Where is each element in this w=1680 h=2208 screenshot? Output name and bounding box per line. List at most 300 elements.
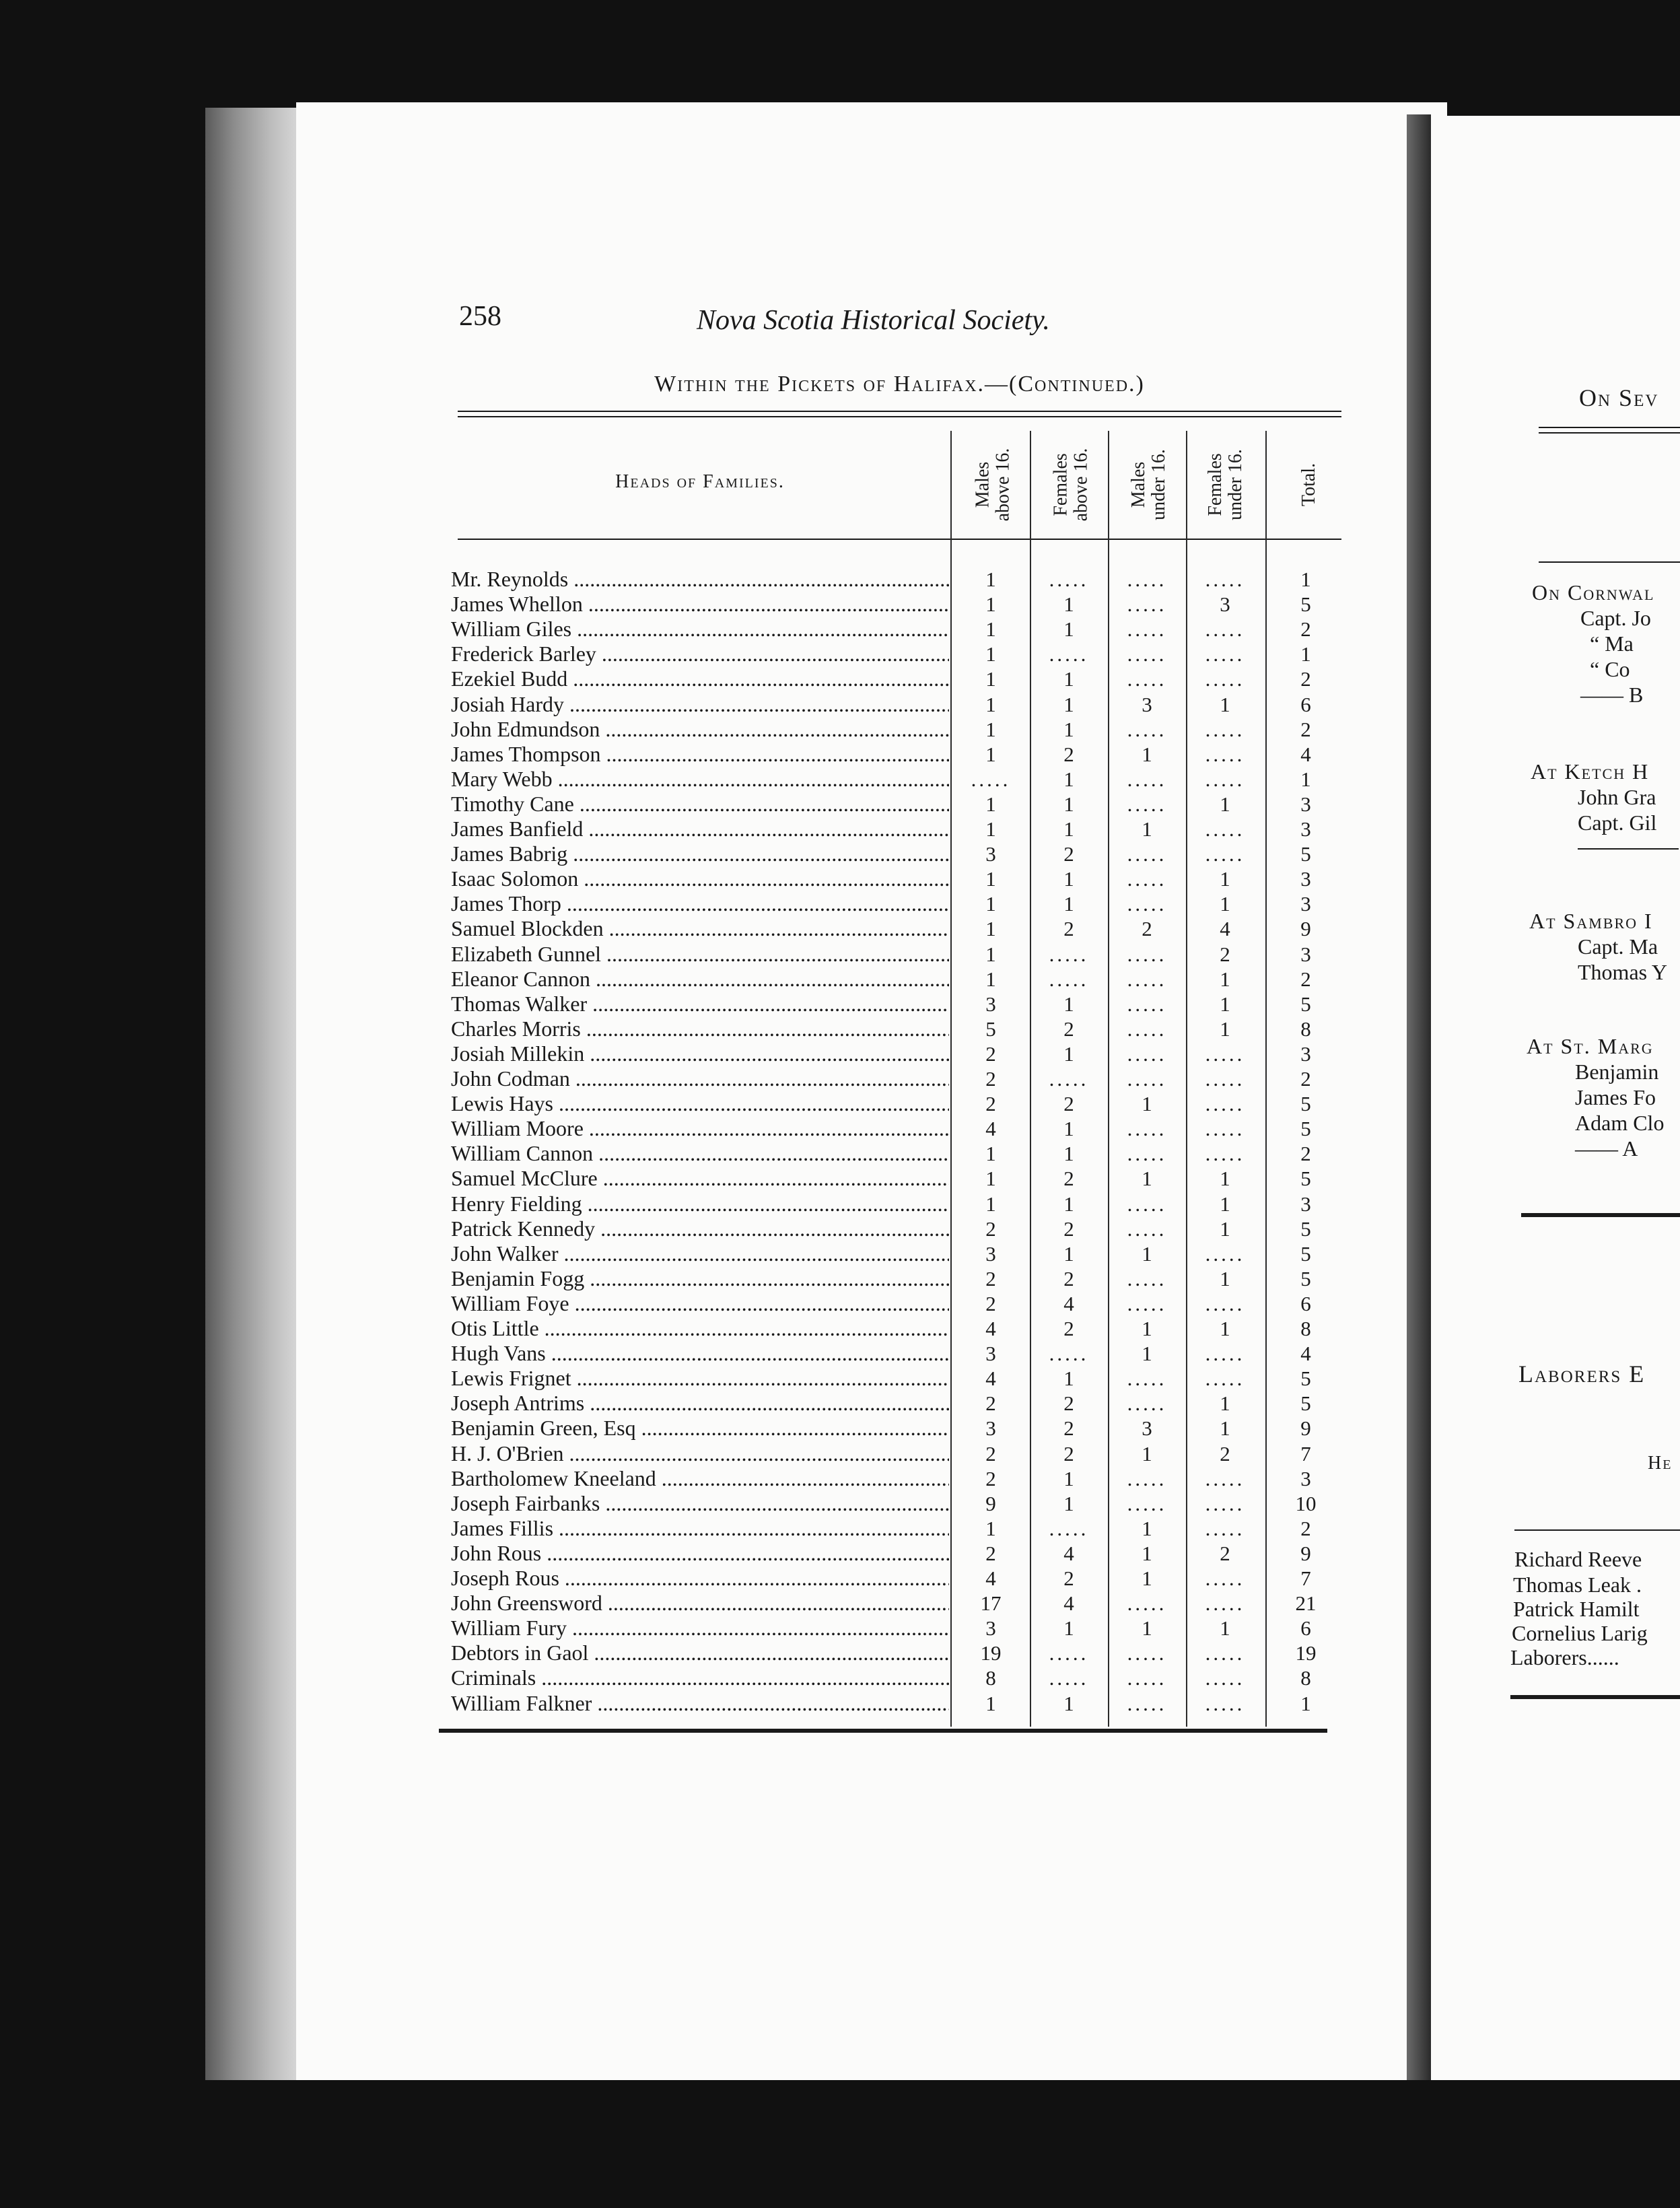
cell-fa: 1 <box>1063 892 1074 916</box>
cell-mu: 1 <box>1142 1242 1152 1266</box>
family-head-name: Samuel McClure ..... <box>451 1166 949 1191</box>
cell-ma: 2 <box>985 1217 996 1241</box>
cell-fu: 1 <box>1220 967 1230 991</box>
cell-fu: ..... <box>1205 1467 1245 1490</box>
cell-fa: ..... <box>1049 567 1089 591</box>
right-rule <box>1539 427 1680 428</box>
cell-fu: 2 <box>1220 1442 1230 1465</box>
cell-total: 8 <box>1300 1666 1311 1690</box>
cell-fu: 1 <box>1220 992 1230 1016</box>
cell-mu: ..... <box>1127 1641 1167 1665</box>
title-rule-bottom <box>458 416 1341 417</box>
family-head-name: William Foye ..... <box>451 1291 949 1316</box>
cell-fu: 1 <box>1220 1416 1230 1440</box>
cell-total: 10 <box>1295 1492 1317 1515</box>
cell-total: 1 <box>1300 767 1311 791</box>
right-item: —— B <box>1580 683 1644 707</box>
cell-ma: 3 <box>985 842 996 866</box>
cell-fu: ..... <box>1205 1517 1245 1540</box>
page-right <box>1431 116 1680 2080</box>
cell-mu: ..... <box>1127 1692 1167 1715</box>
cell-fa: 1 <box>1063 617 1074 641</box>
cell-total: 2 <box>1300 667 1311 691</box>
right-item: Cornelius Larig <box>1512 1621 1648 1645</box>
family-head-name: John Edmundson ..... <box>451 717 949 742</box>
family-head-name: William Moore ..... <box>451 1116 949 1141</box>
cell-fa: 2 <box>1063 1167 1074 1190</box>
cell-total: 3 <box>1300 1042 1311 1066</box>
right-item: —— A <box>1575 1136 1638 1161</box>
cell-fa: ..... <box>1049 1666 1089 1690</box>
right-thick-rule <box>1510 1695 1680 1699</box>
cell-fa: ..... <box>1049 1517 1089 1540</box>
column-header-heads: Heads of Families. <box>615 471 785 492</box>
cell-ma: 1 <box>985 892 996 916</box>
family-head-name: Debtors in Gaol ..... <box>451 1641 949 1665</box>
cell-fa: 1 <box>1063 718 1074 741</box>
family-head-name: Mr. Reynolds ..... <box>451 567 949 592</box>
family-head-name: John Greensword ..... <box>451 1591 949 1616</box>
cell-mu: 1 <box>1142 817 1152 841</box>
column-header-males-under: Males under 16. <box>1127 449 1169 520</box>
cell-total: 3 <box>1300 942 1311 966</box>
family-head-name: Henry Fielding ..... <box>451 1192 949 1216</box>
right-item: Capt. Ma <box>1578 934 1658 959</box>
cell-total: 5 <box>1300 1391 1311 1415</box>
cell-total: 5 <box>1300 1092 1311 1115</box>
cell-mu: ..... <box>1127 892 1167 916</box>
cell-fu: 1 <box>1220 1167 1230 1190</box>
cell-mu: ..... <box>1127 967 1167 991</box>
column-header-females-under: Females under 16. <box>1204 449 1246 520</box>
cell-fa: 1 <box>1063 867 1074 891</box>
cell-mu: ..... <box>1127 792 1167 816</box>
cell-mu: ..... <box>1127 1467 1167 1490</box>
cell-fu: ..... <box>1205 567 1245 591</box>
cell-fu: 4 <box>1220 917 1230 940</box>
cell-fu: ..... <box>1205 1492 1245 1515</box>
cell-fa: 1 <box>1063 693 1074 716</box>
cell-ma: 19 <box>980 1641 1002 1665</box>
cell-total: 8 <box>1300 1017 1311 1041</box>
cell-total: 7 <box>1300 1566 1311 1590</box>
cell-fu: ..... <box>1205 667 1245 691</box>
cell-fu: ..... <box>1205 1117 1245 1140</box>
cell-ma: 1 <box>985 792 996 816</box>
cell-fa: 2 <box>1063 917 1074 940</box>
family-head-name: Benjamin Green, Esq ..... <box>451 1416 949 1441</box>
cell-total: 6 <box>1300 693 1311 716</box>
cell-fa: 1 <box>1063 1692 1074 1715</box>
right-heading: On Sev <box>1579 384 1659 411</box>
cell-fu: 1 <box>1220 792 1230 816</box>
family-head-name: Timothy Cane ..... <box>451 792 949 817</box>
cell-fu: ..... <box>1205 1367 1245 1390</box>
family-head-name: James Thompson ..... <box>451 742 949 767</box>
column-divider <box>1265 431 1267 1727</box>
cell-fa: ..... <box>1049 1067 1089 1091</box>
family-head-name: H. J. O'Brien ..... <box>451 1441 949 1466</box>
cell-fa: ..... <box>1049 942 1089 966</box>
right-section-laborers: Laborers E <box>1518 1360 1646 1387</box>
right-section-margarets: At St. Marg <box>1527 1034 1654 1058</box>
book-spine-edge <box>205 108 300 2080</box>
cell-mu: 1 <box>1142 1317 1152 1340</box>
cell-fu: 1 <box>1220 1391 1230 1415</box>
family-head-name: John Walker ..... <box>451 1241 949 1266</box>
family-head-name: Josiah Millekin ..... <box>451 1041 949 1066</box>
cell-fu: ..... <box>1205 1666 1245 1690</box>
cell-ma: 1 <box>985 967 996 991</box>
family-head-name: William Fury ..... <box>451 1616 949 1641</box>
cell-ma: 1 <box>985 642 996 666</box>
cell-fa: 2 <box>1063 1017 1074 1041</box>
cell-ma: 2 <box>985 1391 996 1415</box>
cell-mu: ..... <box>1127 1142 1167 1165</box>
family-head-name: William Falkner ..... <box>451 1691 949 1716</box>
cell-ma: 8 <box>985 1666 996 1690</box>
cell-fu: 1 <box>1220 1267 1230 1290</box>
cell-mu: 1 <box>1142 1517 1152 1540</box>
family-head-name: Charles Morris ..... <box>451 1016 949 1041</box>
cell-fa: 2 <box>1063 1217 1074 1241</box>
family-head-name: Joseph Antrims ..... <box>451 1391 949 1416</box>
cell-total: 5 <box>1300 1267 1311 1290</box>
right-item: “ Co <box>1590 657 1630 681</box>
right-short-rule <box>1578 848 1679 850</box>
cell-fa: 1 <box>1063 1192 1074 1216</box>
right-item: John Gra <box>1578 785 1656 809</box>
cell-mu: ..... <box>1127 942 1167 966</box>
family-head-name: Thomas Walker ..... <box>451 992 949 1016</box>
cell-mu: ..... <box>1127 642 1167 666</box>
cell-fa: 1 <box>1063 792 1074 816</box>
cell-ma: 2 <box>985 1092 996 1115</box>
right-rule <box>1539 432 1680 434</box>
right-item: Capt. Gil <box>1578 810 1657 835</box>
cell-mu: 1 <box>1142 1342 1152 1365</box>
column-header-total: Total. <box>1298 462 1319 507</box>
family-head-name: Patrick Kennedy ..... <box>451 1216 949 1241</box>
cell-total: 3 <box>1300 867 1311 891</box>
cell-total: 3 <box>1300 1192 1311 1216</box>
cell-ma: 4 <box>985 1317 996 1340</box>
cell-ma: 2 <box>985 1267 996 1290</box>
cell-fu: ..... <box>1205 1292 1245 1315</box>
family-head-name: Josiah Hardy ..... <box>451 692 949 717</box>
cell-total: 2 <box>1300 617 1311 641</box>
right-section-sambro: At Sambro I <box>1529 909 1653 933</box>
cell-total: 2 <box>1300 967 1311 991</box>
cell-total: 3 <box>1300 1467 1311 1490</box>
cell-ma: 9 <box>985 1492 996 1515</box>
cell-fu: ..... <box>1205 1042 1245 1066</box>
cell-fu: ..... <box>1205 718 1245 741</box>
cell-total: 1 <box>1300 642 1311 666</box>
cell-fu: ..... <box>1205 1342 1245 1365</box>
cell-ma: 1 <box>985 942 996 966</box>
cell-mu: ..... <box>1127 617 1167 641</box>
family-head-name: James Banfield ..... <box>451 817 949 841</box>
cell-fa: 1 <box>1063 817 1074 841</box>
cell-ma: 2 <box>985 1042 996 1066</box>
cell-fu: ..... <box>1205 1641 1245 1665</box>
cell-fu: ..... <box>1205 1591 1245 1615</box>
family-head-name: Criminals ..... <box>451 1665 949 1690</box>
cell-fu: 1 <box>1220 693 1230 716</box>
cell-fa: 2 <box>1063 1391 1074 1415</box>
cell-fa: 1 <box>1063 767 1074 791</box>
cell-fa: 1 <box>1063 1117 1074 1140</box>
cell-ma: ..... <box>971 767 1011 791</box>
cell-fa: 2 <box>1063 1317 1074 1340</box>
family-head-name: Bartholomew Kneeland ..... <box>451 1466 949 1491</box>
family-head-name: Elizabeth Gunnel ..... <box>451 942 949 967</box>
cell-mu: 1 <box>1142 743 1152 766</box>
cell-mu: ..... <box>1127 1192 1167 1216</box>
cell-ma: 1 <box>985 1692 996 1715</box>
cell-ma: 2 <box>985 1292 996 1315</box>
cell-fa: 2 <box>1063 743 1074 766</box>
right-item: James Fo <box>1575 1085 1656 1109</box>
cell-fu: 1 <box>1220 1192 1230 1216</box>
cell-mu: ..... <box>1127 1292 1167 1315</box>
right-item: Capt. Jo <box>1580 606 1651 630</box>
cell-ma: 17 <box>980 1591 1002 1615</box>
right-item: “ Ma <box>1590 631 1634 656</box>
cell-mu: ..... <box>1127 1117 1167 1140</box>
cell-ma: 3 <box>985 1242 996 1266</box>
cell-total: 5 <box>1300 1242 1311 1266</box>
cell-fa: 4 <box>1063 1542 1074 1565</box>
cell-fu: ..... <box>1205 1067 1245 1091</box>
cell-total: 19 <box>1295 1641 1317 1665</box>
cell-ma: 1 <box>985 817 996 841</box>
cell-fu: ..... <box>1205 743 1245 766</box>
cell-ma: 3 <box>985 992 996 1016</box>
cell-mu: ..... <box>1127 718 1167 741</box>
right-column-header: He <box>1648 1453 1673 1474</box>
cell-total: 6 <box>1300 1292 1311 1315</box>
cell-ma: 4 <box>985 1367 996 1390</box>
cell-ma: 1 <box>985 1167 996 1190</box>
cell-mu: ..... <box>1127 1492 1167 1515</box>
cell-ma: 2 <box>985 1442 996 1465</box>
cell-fa: 1 <box>1063 1042 1074 1066</box>
cell-total: 2 <box>1300 1142 1311 1165</box>
cell-ma: 1 <box>985 693 996 716</box>
cell-fa: ..... <box>1049 1641 1089 1665</box>
cell-fa: ..... <box>1049 642 1089 666</box>
cell-total: 5 <box>1300 1117 1311 1140</box>
cell-ma: 1 <box>985 718 996 741</box>
cell-ma: 3 <box>985 1342 996 1365</box>
family-head-name: William Cannon ..... <box>451 1141 949 1166</box>
cell-fu: ..... <box>1205 642 1245 666</box>
cell-mu: ..... <box>1127 867 1167 891</box>
table-bottom-rule <box>439 1729 1327 1733</box>
cell-total: 2 <box>1300 1067 1311 1091</box>
cell-ma: 2 <box>985 1467 996 1490</box>
right-item: Adam Clo <box>1575 1111 1665 1135</box>
cell-fa: 2 <box>1063 1092 1074 1115</box>
cell-mu: ..... <box>1127 1042 1167 1066</box>
cell-ma: 1 <box>985 592 996 616</box>
cell-ma: 1 <box>985 917 996 940</box>
cell-fa: ..... <box>1049 1342 1089 1365</box>
cell-fa: 2 <box>1063 1416 1074 1440</box>
right-section-cornwallis: On Cornwal <box>1532 580 1655 605</box>
cell-fa: 1 <box>1063 667 1074 691</box>
cell-ma: 1 <box>985 567 996 591</box>
cell-mu: ..... <box>1127 1267 1167 1290</box>
cell-total: 5 <box>1300 842 1311 866</box>
cell-ma: 1 <box>985 867 996 891</box>
cell-total: 7 <box>1300 1442 1311 1465</box>
cell-ma: 1 <box>985 617 996 641</box>
family-head-name: Isaac Solomon ..... <box>451 866 949 891</box>
family-head-name: Benjamin Fogg ..... <box>451 1266 949 1291</box>
cell-ma: 1 <box>985 1192 996 1216</box>
family-head-name: John Codman ..... <box>451 1066 949 1091</box>
book-gutter <box>1407 114 1431 2080</box>
right-rule <box>1539 561 1680 563</box>
cell-fu: ..... <box>1205 617 1245 641</box>
family-head-name: Joseph Fairbanks ..... <box>451 1491 949 1516</box>
family-head-name: Samuel Blockden ..... <box>451 916 949 941</box>
column-divider <box>950 431 952 1727</box>
cell-total: 4 <box>1300 743 1311 766</box>
family-head-name: Eleanor Cannon ..... <box>451 967 949 992</box>
family-head-name: Otis Little ..... <box>451 1316 949 1341</box>
cell-total: 8 <box>1300 1317 1311 1340</box>
cell-total: 1 <box>1300 567 1311 591</box>
cell-fu: 1 <box>1220 1217 1230 1241</box>
cell-total: 2 <box>1300 1517 1311 1540</box>
family-head-name: James Fillis ..... <box>451 1516 949 1541</box>
right-item: Benjamin <box>1575 1060 1659 1084</box>
cell-mu: ..... <box>1127 992 1167 1016</box>
cell-mu: 1 <box>1142 1092 1152 1115</box>
cell-fu: 1 <box>1220 1616 1230 1640</box>
cell-total: 5 <box>1300 592 1311 616</box>
family-head-name: James Whellon ..... <box>451 592 949 617</box>
cell-total: 2 <box>1300 718 1311 741</box>
cell-fu: ..... <box>1205 767 1245 791</box>
cell-mu: ..... <box>1127 1591 1167 1615</box>
right-item: Laborers...... <box>1510 1645 1619 1669</box>
cell-fa: 2 <box>1063 1566 1074 1590</box>
cell-fu: ..... <box>1205 817 1245 841</box>
right-item: Thomas Y <box>1578 960 1668 984</box>
cell-mu: 1 <box>1142 1167 1152 1190</box>
right-item: Patrick Hamilt <box>1513 1597 1640 1621</box>
cell-fa: 1 <box>1063 1492 1074 1515</box>
cell-fa: 1 <box>1063 1467 1074 1490</box>
cell-fa: 4 <box>1063 1292 1074 1315</box>
cell-mu: 1 <box>1142 1442 1152 1465</box>
cell-mu: 1 <box>1142 1542 1152 1565</box>
cell-mu: 1 <box>1142 1566 1152 1590</box>
cell-mu: ..... <box>1127 1017 1167 1041</box>
cell-total: 21 <box>1295 1591 1317 1615</box>
cell-total: 1 <box>1300 1692 1311 1715</box>
right-rule <box>1514 1529 1680 1531</box>
cell-fa: 1 <box>1063 1616 1074 1640</box>
family-head-name: Frederick Barley ..... <box>451 642 949 666</box>
cell-fa: 1 <box>1063 1142 1074 1165</box>
title-rule-top <box>458 411 1341 412</box>
column-header-females-above: Females above 16. <box>1049 448 1091 522</box>
cell-mu: ..... <box>1127 1666 1167 1690</box>
right-item: Thomas Leak . <box>1513 1573 1642 1597</box>
family-head-name: Joseph Rous ..... <box>451 1566 949 1591</box>
cell-mu: 2 <box>1142 917 1152 940</box>
cell-fu: 2 <box>1220 1542 1230 1565</box>
cell-total: 9 <box>1300 917 1311 940</box>
cell-fa: 1 <box>1063 1367 1074 1390</box>
family-head-name: Hugh Vans ..... <box>451 1341 949 1366</box>
cell-ma: 2 <box>985 1067 996 1091</box>
family-head-name: Ezekiel Budd ..... <box>451 666 949 691</box>
cell-fu: 2 <box>1220 942 1230 966</box>
cell-total: 3 <box>1300 792 1311 816</box>
cell-fu: ..... <box>1205 1692 1245 1715</box>
cell-fu: ..... <box>1205 842 1245 866</box>
cell-mu: 3 <box>1142 1416 1152 1440</box>
family-head-name: John Rous ..... <box>451 1541 949 1566</box>
family-head-name: Lewis Hays ..... <box>451 1091 949 1116</box>
cell-mu: ..... <box>1127 567 1167 591</box>
page-number: 258 <box>459 301 501 332</box>
cell-ma: 1 <box>985 1142 996 1165</box>
cell-total: 3 <box>1300 817 1311 841</box>
cell-total: 5 <box>1300 1367 1311 1390</box>
family-head-name: Mary Webb ..... <box>451 767 949 792</box>
cell-mu: ..... <box>1127 1067 1167 1091</box>
cell-total: 9 <box>1300 1416 1311 1440</box>
cell-fu: 1 <box>1220 892 1230 916</box>
cell-mu: ..... <box>1127 667 1167 691</box>
cell-fu: 1 <box>1220 867 1230 891</box>
cell-total: 3 <box>1300 892 1311 916</box>
cell-ma: 5 <box>985 1017 996 1041</box>
cell-fa: ..... <box>1049 967 1089 991</box>
cell-fu: 1 <box>1220 1317 1230 1340</box>
cell-total: 9 <box>1300 1542 1311 1565</box>
column-header-males-above: Males above 16. <box>971 448 1013 522</box>
cell-total: 6 <box>1300 1616 1311 1640</box>
cell-ma: 4 <box>985 1117 996 1140</box>
cell-fu: ..... <box>1205 1242 1245 1266</box>
cell-fa: 1 <box>1063 1242 1074 1266</box>
cell-mu: ..... <box>1127 842 1167 866</box>
cell-total: 5 <box>1300 992 1311 1016</box>
cell-fa: 2 <box>1063 1442 1074 1465</box>
cell-fa: 2 <box>1063 842 1074 866</box>
cell-ma: 1 <box>985 743 996 766</box>
cell-fu: 3 <box>1220 592 1230 616</box>
cell-ma: 1 <box>985 667 996 691</box>
cell-ma: 3 <box>985 1416 996 1440</box>
family-head-name: James Thorp ..... <box>451 891 949 916</box>
cell-fu: ..... <box>1205 1142 1245 1165</box>
cell-fa: 4 <box>1063 1591 1074 1615</box>
cell-total: 5 <box>1300 1167 1311 1190</box>
family-head-name: William Giles ..... <box>451 617 949 642</box>
cell-ma: 1 <box>985 1517 996 1540</box>
right-section-ketch: At Ketch H <box>1531 759 1650 784</box>
